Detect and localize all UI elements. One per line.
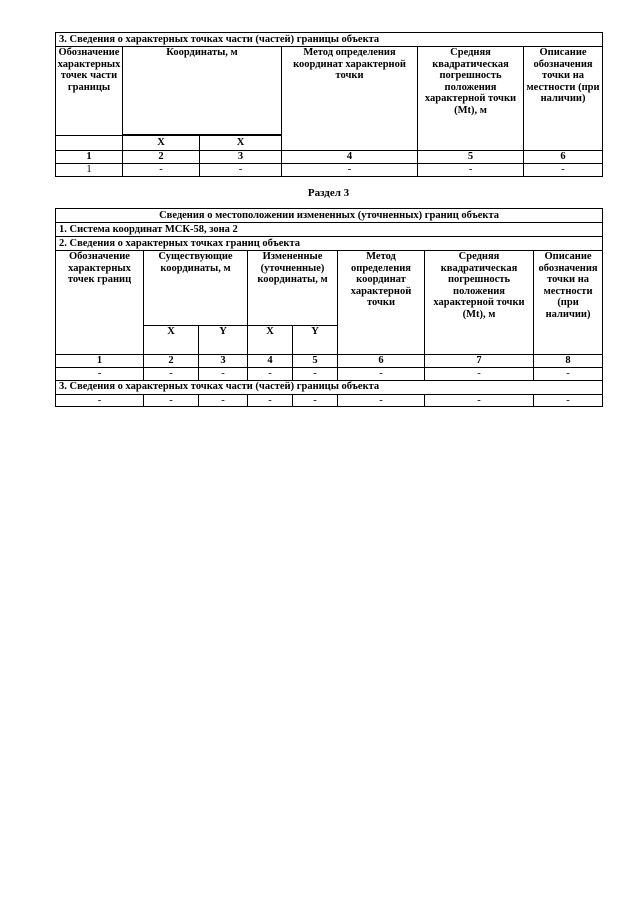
col-number: 6 — [338, 355, 425, 368]
table2-subtitle: 2. Сведения о характерных точках границ объекта — [56, 237, 603, 251]
header-x: X — [144, 326, 199, 355]
table-row — [56, 164, 603, 177]
table-cell: - — [293, 394, 338, 407]
table2-title: Сведения о местоположении измененных (уточненных) границ объекта — [56, 209, 603, 223]
section-title: Раздел 3 — [307, 187, 350, 199]
changed-boundaries-table — [55, 208, 603, 407]
header-y: Y — [293, 326, 338, 355]
table-cell: - — [199, 368, 248, 381]
header-coordinates: Координаты, м — [123, 47, 282, 135]
table-cell: - — [524, 164, 603, 177]
table-cell: - — [200, 164, 282, 177]
col-number: 4 — [248, 355, 293, 368]
header-error: Средняя квадратическая погрешность положения характерной точки (Mt), м — [418, 47, 524, 151]
table-cell: - — [293, 368, 338, 381]
header-x1: X — [123, 136, 200, 151]
header-method: Метод определения координат характерной точки — [338, 251, 425, 355]
table-cell: - — [144, 368, 199, 381]
table2-subtitle-part: 3. Сведения о характерных точках части (частей) границы объекта — [56, 380, 603, 394]
header-point-designation: Обозначение характерных точек границ — [56, 251, 144, 355]
coordinate-system: 1. Система координат МСК-58, зона 2 — [56, 223, 603, 237]
table-cell: - — [425, 368, 534, 381]
table-cell: - — [425, 394, 534, 407]
col-number: 3 — [200, 151, 282, 164]
table-cell: - — [248, 394, 293, 407]
header-x: X — [248, 326, 293, 355]
table-cell: - — [534, 368, 603, 381]
header-existing-coordinates: Существующие координаты, м — [144, 251, 248, 326]
header-changed-coordinates: Измененные (уточненные) координаты, м — [248, 251, 338, 326]
col-number: 1 — [56, 151, 123, 164]
table-cell: - — [56, 394, 144, 407]
table-cell: - — [338, 394, 425, 407]
table-cell: - — [418, 164, 524, 177]
header-y: Y — [199, 326, 248, 355]
col-number: 2 — [123, 151, 200, 164]
col-number: 5 — [418, 151, 524, 164]
table-cell: - — [123, 164, 200, 177]
col-number: 1 — [56, 355, 144, 368]
col-number: 8 — [534, 355, 603, 368]
table-cell: - — [534, 394, 603, 407]
table-cell: - — [144, 394, 199, 407]
table-row — [56, 394, 603, 407]
col-number: 6 — [524, 151, 603, 164]
header-x2: X — [200, 136, 282, 151]
col-number: 7 — [425, 355, 534, 368]
table-cell: - — [56, 368, 144, 381]
header-method: Метод определения координат характерной точки — [282, 47, 418, 151]
table1-title: 3. Сведения о характерных точках части (частей) границы объекта — [56, 33, 603, 47]
header-description: Описание обозначения точки на местности (при наличии) — [524, 47, 603, 151]
col-number: 4 — [282, 151, 418, 164]
table-cell: 1 — [56, 164, 123, 177]
table-cell: - — [199, 394, 248, 407]
col-number: 5 — [293, 355, 338, 368]
col-number: 3 — [199, 355, 248, 368]
table-cell: - — [282, 164, 418, 177]
table-cell: - — [248, 368, 293, 381]
part-boundary-points-table — [55, 32, 603, 177]
col-number: 2 — [144, 355, 199, 368]
header-error: Средняя квадратическая погрешность положения характерной точки (Mt), м — [425, 251, 534, 355]
table-cell: - — [338, 368, 425, 381]
table-row — [56, 368, 603, 381]
header-description: Описание обозначения точки на местности (при наличии) — [534, 251, 603, 355]
header-point-designation: Обозначение характерных точек части границы — [56, 47, 123, 136]
